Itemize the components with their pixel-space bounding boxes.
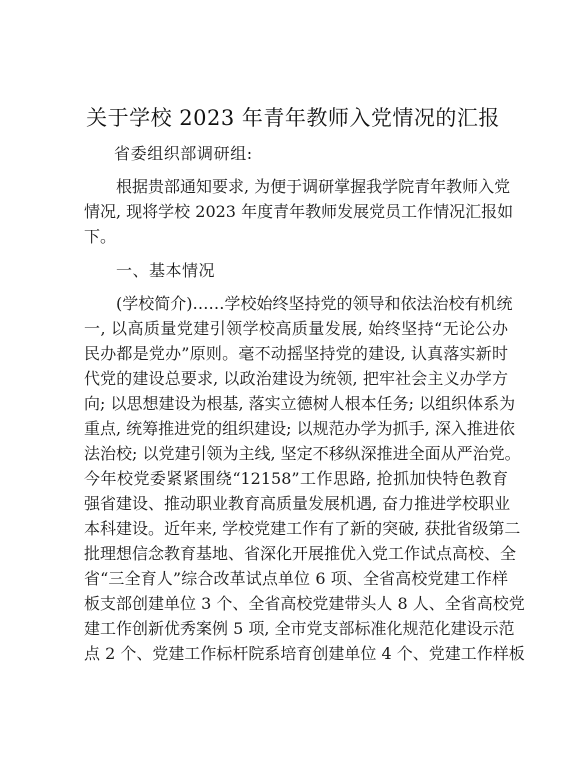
paragraph-line: 法治校; 以党建引领为主线, 坚定不移纵深推进全面从严治党。 — [84, 444, 521, 463]
document-title: 关于学校 2023 年青年教师入党情况的汇报 — [86, 106, 500, 130]
paragraph-line: 重点, 统筹推进党的组织建设; 以规范办学为抓手, 深入推进依 — [84, 419, 515, 438]
paragraph-line: 今年校党委紧紧围绕“12158”工作思路, 抢抓加快特色教育 — [84, 469, 508, 488]
paragraph-line: 强省建设、推动职业教育高质量发展机遇, 奋力推进学校职业 — [84, 494, 511, 513]
paragraph-line: 民办都是党办”原则。毫不动摇坚持党的建设, 认真落实新时 — [84, 344, 508, 363]
section-heading: 一、基本情况 — [116, 261, 216, 280]
paragraph-line: 一, 以高质量党建引领学校高质量发展, 始终坚持“无论公办 — [84, 319, 508, 338]
paragraph-line: 批理想信念教育基地、省深化开展推优入党工作试点高校、全 — [84, 544, 517, 563]
paragraph-line: 情况, 现将学校 2023 年度青年教师发展党员工作情况汇报如 — [84, 202, 514, 221]
intro-paragraph — [84, 174, 514, 249]
paragraph-line: 点 2 个、党建工作标杆院系培育创建单位 4 个、党建工作样板 — [84, 644, 525, 663]
salutation: 省委组织部调研组: — [114, 144, 253, 163]
paragraph-line: 向; 以思想建设为根基, 落实立德树人根本任务; 以组织体系为 — [84, 394, 516, 413]
section-paragraph — [84, 291, 525, 666]
paragraph-line: (学校简介)……学校始终坚持党的领导和依法治校有机统 — [116, 294, 513, 313]
paragraph-line: 代党的建设总要求, 以政治建设为统领, 把牢社会主义办学方 — [84, 369, 508, 388]
paragraph-line: 本科建设。近年来, 学校党建工作有了新的突破, 获批省级第二 — [84, 519, 521, 538]
paragraph-line: 下。 — [84, 227, 117, 246]
paragraph-line: 省“三全育人”综合改革试点单位 6 项、全省高校党建工作样 — [84, 569, 508, 588]
paragraph-line: 根据贵部通知要求, 为便于调研掌握我学院青年教师入党 — [116, 177, 511, 196]
paragraph-line: 板支部创建单位 3 个、全省高校党建带头人 8 人、全省高校党 — [84, 594, 525, 613]
paragraph-line: 建工作创新优秀案例 5 项, 全市党支部标准化规范化建设示范 — [84, 619, 515, 638]
